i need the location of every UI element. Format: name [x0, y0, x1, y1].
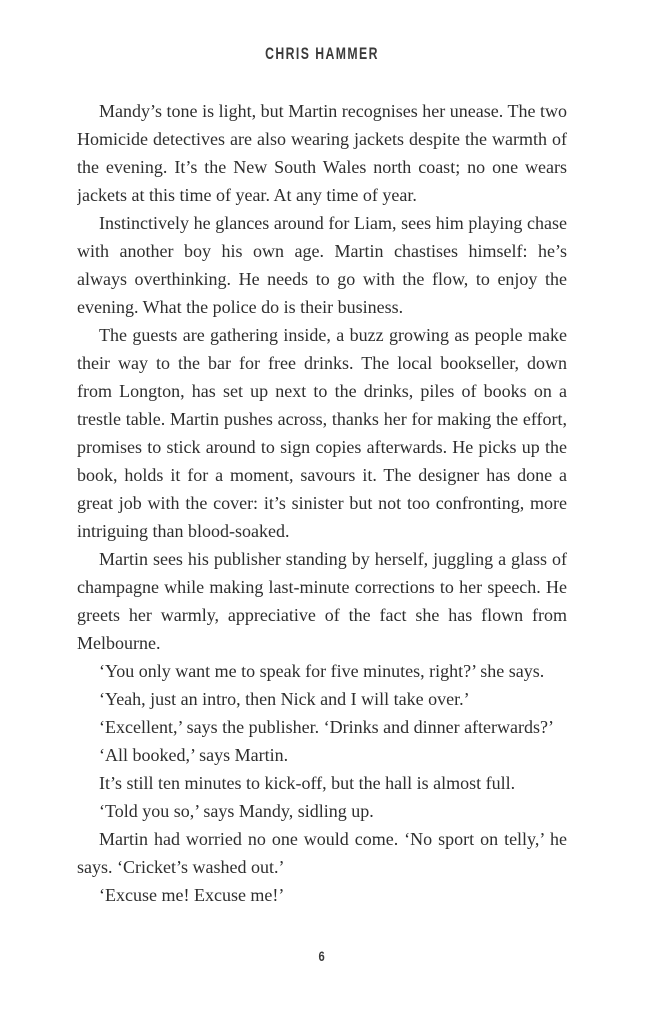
paragraph: Mandy’s tone is light, but Martin recognises her unease. The two Homicide detectives are also wearing jackets despite the warmth of the evening. It’s the New South Wales north coast; no one wears jackets at this time of year. At any time of year. [77, 101, 567, 205]
paragraph: ‘Yeah, just an intro, then Nick and I will take over.’ [99, 689, 470, 709]
paragraph: Instinctively he glances around for Liam, sees him playing chase with another boy his own age. Martin chastises himself: he’s always overthinking. He needs to go with the flow, to enjoy the evening. What the police do is their business. [77, 213, 567, 317]
paragraph: ‘All booked,’ says Martin. [99, 745, 289, 765]
paragraph: ‘Excellent,’ says the publisher. ‘Drinks and dinner afterwards?’ [99, 717, 555, 737]
body-text [77, 97, 567, 925]
running-header: CHRIS HAMMER [265, 44, 379, 63]
paragraph: Martin had worried no one would come. ‘No sport on telly,’ he says. ‘Cricket’s washed out.’ [77, 829, 567, 877]
page-number: 6 [318, 948, 326, 964]
paragraph: ‘Excuse me! Excuse me!’ [99, 885, 285, 905]
paragraph: ‘You only want me to speak for five minutes, right?’ she says. [99, 661, 545, 681]
paragraph: The guests are gathering inside, a buzz growing as people make their way to the bar for free drinks. The local bookseller, down from Longton, has set up next to the drinks, piles of books on a trestle table. Martin pushes across, thanks her for making the effort, promises to stick around to sign copies afterwards. He picks up the book, holds it for a moment, savours it. The designer has done a great job with the cover: it’s sinister but not too confronting, more intriguing than blood-soaked. [77, 325, 567, 541]
paragraph: ‘Told you so,’ says Mandy, sidling up. [99, 801, 374, 821]
paragraph: Martin sees his publisher standing by herself, juggling a glass of champagne while making last-minute corrections to her speech. He greets her warmly, appreciative of the fact she has flown from Melbourne. [77, 549, 567, 653]
paragraph: It’s still ten minutes to kick-off, but the hall is almost full. [99, 773, 516, 793]
